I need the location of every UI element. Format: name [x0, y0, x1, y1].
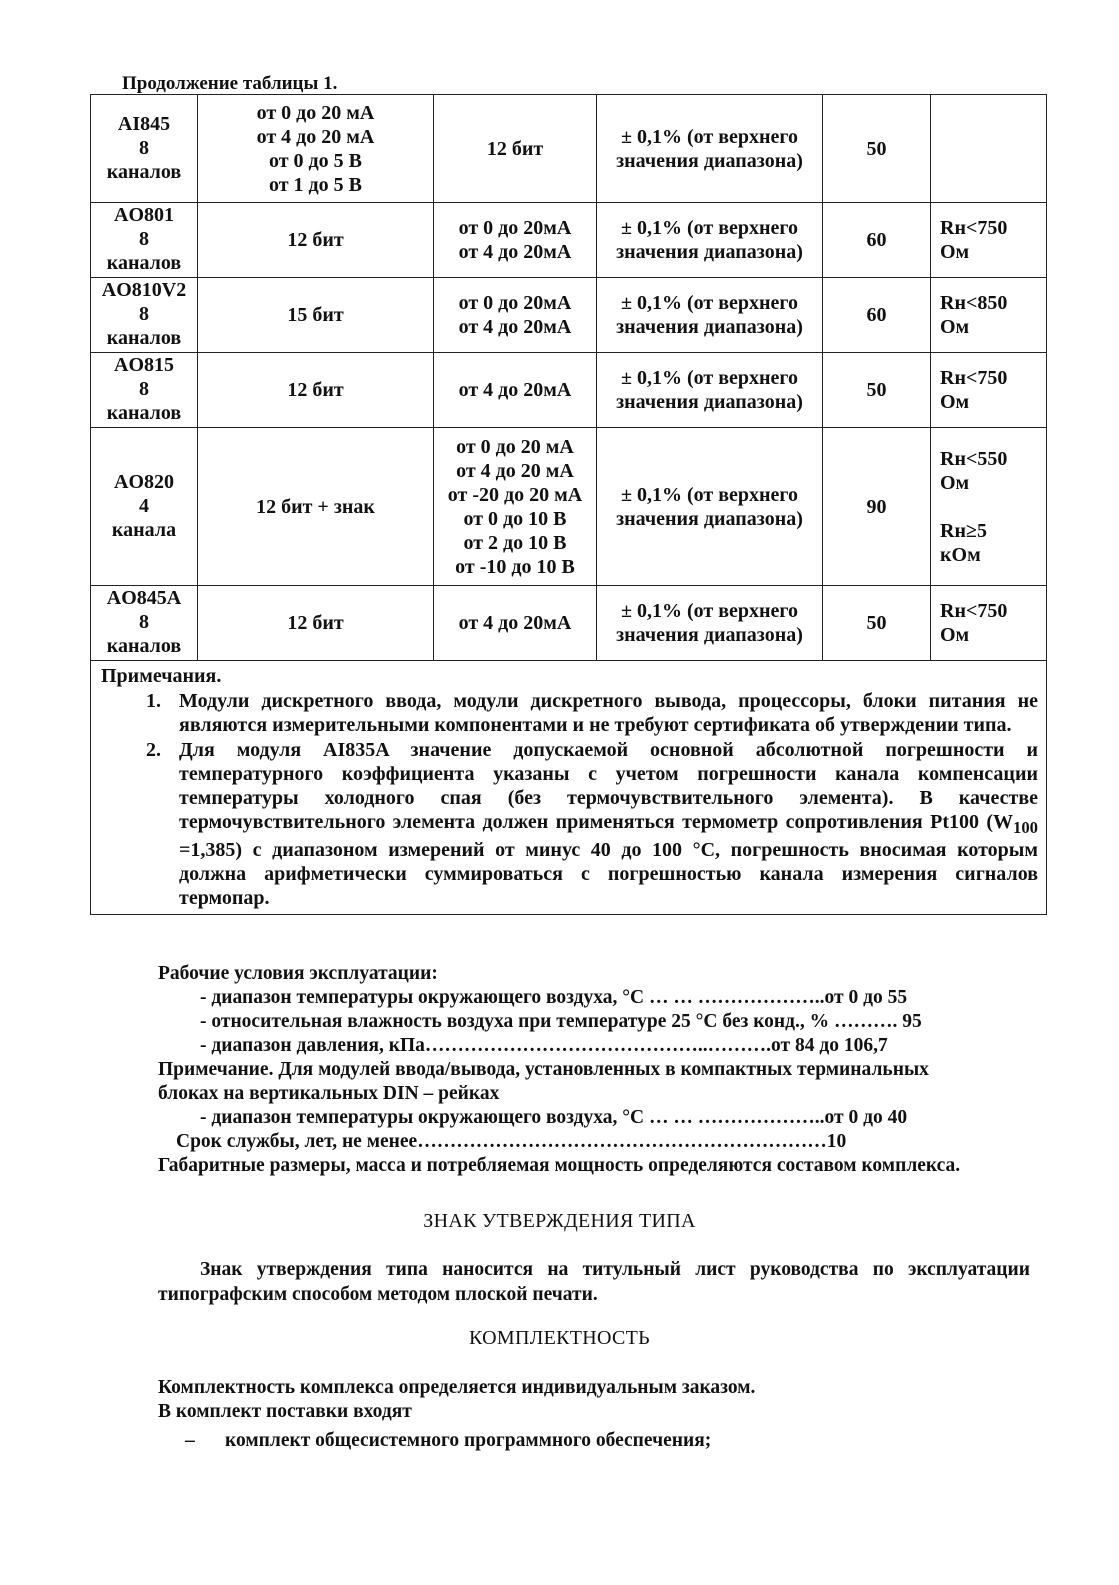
- cell-line: AO845A: [106, 587, 182, 609]
- range-cell: [434, 428, 597, 586]
- cell-line: канала: [111, 518, 177, 541]
- cell-line: от -20 до 20 мА: [447, 483, 583, 506]
- cell-line: Ом: [940, 391, 970, 413]
- section-heading-mark: ЗНАК УТВЕРЖДЕНИЯ ТИПА: [423, 1210, 696, 1232]
- dimensions-text: Габаритные размеры, масса и потребляемая мощность определяются составом комплекса.: [158, 1155, 961, 1176]
- table-row: [91, 278, 1047, 353]
- range-cell: [434, 353, 597, 428]
- cell-line: ± 0,1% (от верхнего: [621, 292, 798, 314]
- count-cell: 90: [823, 428, 931, 586]
- cell-line: 8: [139, 228, 149, 250]
- note-text: [179, 738, 1038, 910]
- notes-cell: [91, 661, 1047, 915]
- cell-line: ± 0,1% (от верхнего: [621, 367, 798, 389]
- cell-line: от -10 до 10 В: [455, 555, 575, 578]
- note-subscript: 100: [1013, 818, 1038, 837]
- cell-line: значения диапазона): [616, 391, 803, 413]
- cell-line: AO815: [114, 354, 174, 376]
- cell-line: Rн<750: [940, 217, 1008, 239]
- cell-line: Rн<750: [940, 367, 1008, 389]
- count-cell: 60: [823, 278, 931, 353]
- notes-title: Примечания.: [101, 665, 222, 687]
- cell-line: AI845: [117, 112, 171, 135]
- table-row: [91, 428, 1047, 586]
- cell-line: AO810V2: [101, 279, 187, 301]
- mark-paragraph: Знак утверждения типа наносится на титульный лист руководства по эксплуатации типографским способом методом плоской печати.: [158, 1259, 1030, 1305]
- count-cell: 50: [823, 95, 931, 203]
- cell-line: каналов: [106, 635, 182, 657]
- cell-line: Ом: [940, 241, 970, 263]
- cell-line: 4: [139, 494, 149, 517]
- range-cell: [434, 95, 597, 203]
- cell-line: Ом: [940, 471, 970, 494]
- table-row: [91, 586, 1047, 661]
- cell-line: ± 0,1% (от верхнего: [621, 217, 798, 239]
- cell-line: 12 бит + знак: [256, 495, 375, 518]
- conditions-note: Примечание. Для модулей ввода/вывода, установленных в компактных терминальных: [158, 1059, 929, 1080]
- cell-line: значения диапазона): [616, 316, 803, 338]
- cell-line: Rн≥5: [940, 519, 987, 542]
- note-text-part: =1,385) с диапазоном измерений от минус 40 до 100 °С, погрешность вносимая которым должна арифметически суммироваться с погрешностью канала измерения сигналов термопар.: [179, 839, 1038, 909]
- cell-line: Ом: [940, 624, 970, 646]
- cell-line: каналов: [106, 327, 182, 349]
- kit-block: [158, 1376, 755, 1424]
- cell-line: значения диапазона): [616, 507, 803, 530]
- list-dash: –: [185, 1430, 195, 1451]
- cell-line: 12 бит: [287, 612, 344, 634]
- kit-list-item: [185, 1430, 711, 1452]
- cell-line: от 0 до 20мА: [458, 217, 572, 239]
- load-cell: [931, 203, 1047, 278]
- cell-line: от 0 до 5 В: [268, 149, 363, 172]
- module-cell: [91, 278, 198, 353]
- range-cell: [434, 203, 597, 278]
- load-cell: [931, 586, 1047, 661]
- range-cell: [198, 203, 434, 278]
- cell-line: от 0 до 20мА: [458, 292, 572, 314]
- cell-line: от 4 до 20мА: [458, 241, 572, 263]
- table-row: [91, 203, 1047, 278]
- cell-line: от 0 до 20 мА: [256, 101, 375, 124]
- accuracy-cell: [597, 95, 823, 203]
- operating-conditions: [158, 962, 960, 1178]
- load-cell: [931, 278, 1047, 353]
- cell-line: кОм: [940, 543, 981, 566]
- module-cell: [91, 586, 198, 661]
- range-cell: [198, 95, 434, 203]
- count-cell: 60: [823, 203, 931, 278]
- cell-line: каналов: [106, 160, 182, 183]
- condition-temperature-din: - диапазон температуры окружающего воздуха, °С … … ………………..от 0 до 40: [200, 1107, 908, 1128]
- accuracy-cell: [597, 203, 823, 278]
- module-cell: [91, 203, 198, 278]
- load-cell: [931, 353, 1047, 428]
- cell-line: каналов: [106, 402, 182, 424]
- cell-line: ± 0,1% (от верхнего: [621, 483, 798, 506]
- conditions-note-cont: блоках на вертикальных DIN – рейках: [158, 1083, 500, 1104]
- accuracy-cell: [597, 353, 823, 428]
- cell-line: Rн<550: [940, 447, 1008, 470]
- table-caption: Продолжение таблицы 1.: [122, 73, 338, 94]
- cell-line: значения диапазона): [616, 624, 803, 646]
- condition-pressure: - диапазон давления, кПа……………………………………..……….от 84 до 106,7: [200, 1035, 888, 1056]
- service-life: Срок службы, лет, не менее………………………………………………………10: [176, 1131, 847, 1152]
- kit-line-2: В комплект поставки входят: [158, 1401, 412, 1422]
- cell-line: ± 0,1% (от верхнего: [621, 125, 798, 148]
- section-heading-kit: КОМПЛЕКТНОСТЬ: [469, 1327, 650, 1349]
- cell-line: каналов: [106, 252, 182, 274]
- cell-line: от 4 до 20мА: [458, 379, 572, 401]
- cell-line: от 2 до 10 В: [463, 531, 567, 554]
- cell-line: 8: [139, 303, 149, 325]
- cell-line: 12 бит: [287, 229, 344, 251]
- cell-line: значения диапазона): [616, 149, 803, 172]
- cell-line: 12 бит: [486, 137, 544, 160]
- cell-line: 15 бит: [287, 304, 344, 326]
- conditions-title: Рабочие условия эксплуатации:: [158, 963, 438, 984]
- note-number: 2.: [146, 739, 161, 761]
- cell-line: 8: [139, 136, 149, 159]
- module-cell: [91, 95, 198, 203]
- range-cell: [198, 353, 434, 428]
- cell-line: Rн<750: [940, 600, 1008, 622]
- count-cell: 50: [823, 586, 931, 661]
- cell-line: [934, 495, 1043, 519]
- note-text: Модули дискретного ввода, модули дискретного вывода, процессоры, блоки питания не являются измерительными компонентами и не требуют сертификата об утверждении типа.: [179, 690, 1038, 736]
- cell-line: Rн<850: [940, 292, 1008, 314]
- range-cell: [434, 278, 597, 353]
- kit-item-text: комплект общесистемного программного обеспечения;: [225, 1430, 712, 1451]
- range-cell: [198, 278, 434, 353]
- load-cell: [931, 428, 1047, 586]
- cell-line: от 4 до 20мА: [458, 316, 572, 338]
- condition-temperature: - диапазон температуры окружающего воздуха, °С … … ………………..от 0 до 55: [200, 987, 908, 1008]
- accuracy-cell: [597, 428, 823, 586]
- spec-table: [90, 94, 1047, 915]
- note-1: [101, 689, 1038, 737]
- kit-line-1: Комплектность комплекса определяется индивидуальным заказом.: [158, 1377, 756, 1398]
- cell-line: 12 бит: [287, 379, 344, 401]
- cell-line: от 4 до 20 мА: [456, 459, 574, 482]
- cell-line: от 0 до 20 мА: [456, 435, 574, 458]
- cell-line: AO801: [114, 204, 174, 226]
- cell-line: от 4 до 20мА: [458, 612, 572, 634]
- cell-line: AO820: [114, 470, 174, 493]
- cell-line: от 0 до 10 В: [463, 507, 567, 530]
- cell-line: ± 0,1% (от верхнего: [621, 600, 798, 622]
- accuracy-cell: [597, 586, 823, 661]
- cell-line: Ом: [940, 316, 970, 338]
- cell-line: значения диапазона): [616, 241, 803, 263]
- range-cell: [434, 586, 597, 661]
- count-cell: 50: [823, 353, 931, 428]
- note-text-part: Для модуля AI835A значение допускаемой основной абсолютной погрешности и температурного коэффициента указаны с учетом погрешности канала компенсации температуры холодного спая (без термочувствительного элемента). В качестве термочувствительного элемента должен применяться термометр сопротивления Pt100 (W: [179, 739, 1038, 833]
- module-cell: [91, 353, 198, 428]
- load-cell: [931, 95, 1047, 203]
- cell-line: от 4 до 20 мА: [256, 125, 375, 148]
- module-cell: [91, 428, 198, 586]
- range-cell: [198, 586, 434, 661]
- cell-line: 8: [139, 378, 149, 400]
- range-cell: [198, 428, 434, 586]
- accuracy-cell: [597, 278, 823, 353]
- cell-line: 8: [139, 611, 149, 633]
- note-2: [101, 738, 1038, 910]
- note-number: 1.: [146, 690, 161, 712]
- table-row: [91, 95, 1047, 203]
- condition-humidity: - относительная влажность воздуха при температуре 25 °С без конд., % ………. 95: [200, 1011, 922, 1032]
- table-row: [91, 353, 1047, 428]
- cell-line: от 1 до 5 В: [268, 173, 363, 196]
